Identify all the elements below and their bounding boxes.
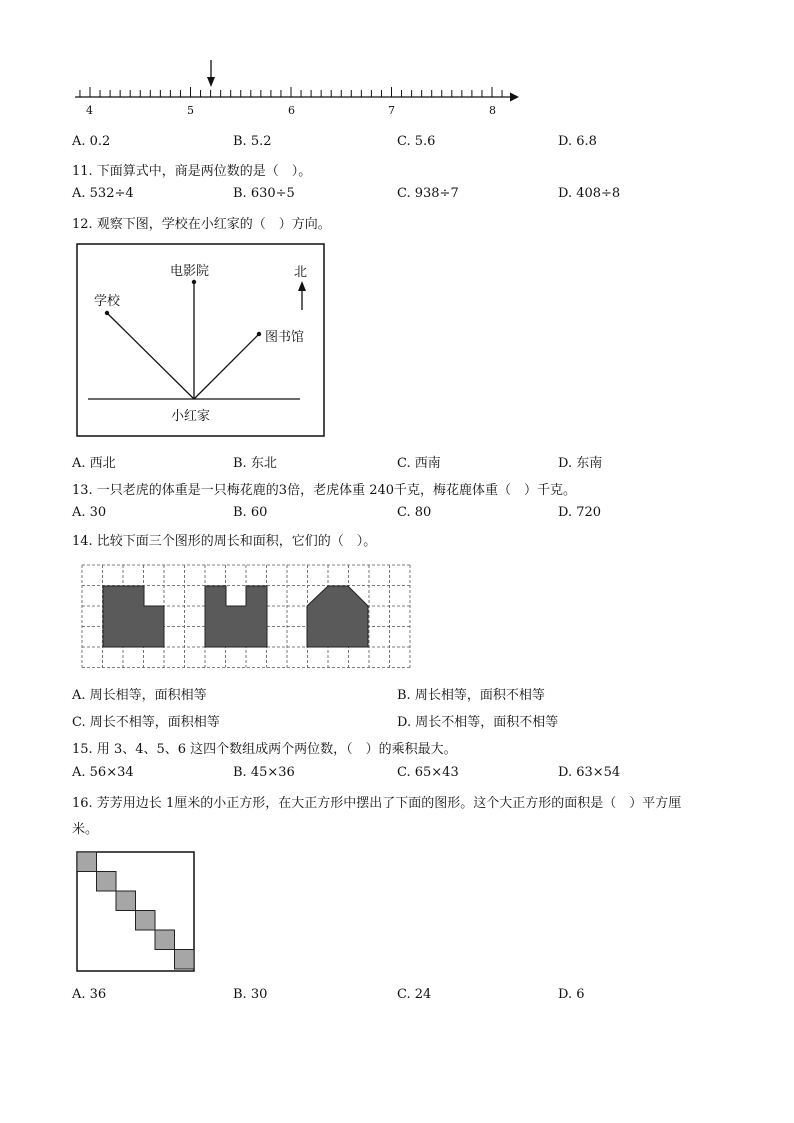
q12-option-c: C. 西南: [397, 456, 441, 471]
map-label-school: 学校: [94, 294, 121, 309]
q15-option-a: A. 56×34: [72, 765, 134, 780]
q14-option-c: C. 周长不相等，面积相等: [72, 715, 220, 730]
small-square: [175, 950, 195, 970]
q10-option-b: B. 5.2: [233, 134, 272, 149]
small-square: [155, 930, 175, 950]
q11-option-d: D. 408÷8: [558, 186, 621, 201]
map-label-library: 图书馆: [265, 330, 305, 345]
q10-option-d: D. 6.8: [558, 134, 597, 149]
q13-option-b: B. 60: [233, 505, 268, 520]
q11-question: 11. 下面算式中，商是两位数的是（ ）。: [72, 164, 312, 179]
q14-option-d: D. 周长不相等，面积不相等: [397, 715, 559, 730]
q12-option-d: D. 东南: [558, 456, 603, 471]
number-line-label-5: 5: [187, 104, 194, 117]
q16-option-b: B. 30: [233, 987, 268, 1002]
map-label-cinema: 电影院: [170, 264, 210, 279]
q11-option-c: C. 938÷7: [397, 186, 459, 201]
shape-1: [103, 586, 164, 647]
line-to-school: [107, 313, 194, 399]
q14-option-b: B. 周长相等，面积不相等: [397, 688, 545, 703]
q15-option-b: B. 45×36: [233, 765, 295, 780]
cinema-dot: [192, 280, 196, 284]
q16-option-d: D. 6: [558, 987, 585, 1002]
q15-question: 15. 用 3、4、5、6 这四个数组成两个两位数，（ ）的乘积最大。: [72, 742, 457, 757]
map-label-home: 小红家: [171, 409, 211, 424]
q13-option-c: C. 80: [397, 505, 432, 520]
q13-question: 13. 一只老虎的体重是一只梅花鹿的3倍，老虎体重 240千克，梅花鹿体重（ ）千克。: [72, 483, 577, 498]
number-line-label-4: 4: [86, 104, 93, 117]
line-to-library: [194, 334, 259, 399]
q12-option-a: A. 西北: [72, 456, 116, 471]
map-label-north: 北: [294, 265, 308, 280]
shape-2: [205, 586, 267, 647]
q15-option-d: D. 63×54: [558, 765, 621, 780]
number-line-label-6: 6: [288, 104, 295, 117]
q13-option-d: D. 720: [558, 505, 602, 520]
number-line-label-7: 7: [388, 104, 395, 117]
q16-option-c: C. 24: [397, 987, 432, 1002]
q14-option-a: A. 周长相等，面积相等: [72, 688, 207, 703]
north-arrow-head: [298, 281, 306, 291]
q10-option-a: A. 0.2: [72, 134, 111, 149]
small-square: [97, 872, 117, 892]
q15-option-c: C. 65×43: [397, 765, 459, 780]
q16-option-a: A. 36: [72, 987, 107, 1002]
school-dot: [105, 311, 109, 315]
q14-question: 14. 比较下面三个图形的周长和面积，它们的（ ）。: [72, 534, 377, 549]
shape-3: [307, 586, 368, 647]
small-square: [77, 852, 97, 872]
number-line-label-8: 8: [489, 104, 496, 117]
library-dot: [257, 332, 261, 336]
q12-question: 12. 观察下图，学校在小红家的（ ）方向。: [72, 217, 331, 232]
q11-option-b: B. 630÷5: [233, 186, 295, 201]
q13-option-a: A. 30: [72, 505, 107, 520]
q10-option-c: C. 5.6: [397, 134, 436, 149]
q16-question-line1: 16. 芳芳用边长 1厘米的小正方形，在大正方形中摆出了下面的图形。这个大正方形的面积是（ ）平方厘: [72, 796, 682, 811]
small-square: [136, 911, 156, 931]
q12-option-b: B. 东北: [233, 456, 277, 471]
q16-question-line2: 米。: [72, 822, 99, 837]
q16-square-figure: [0, 0, 794, 200]
small-square: [116, 891, 136, 911]
q11-option-a: A. 532÷4: [72, 186, 134, 201]
